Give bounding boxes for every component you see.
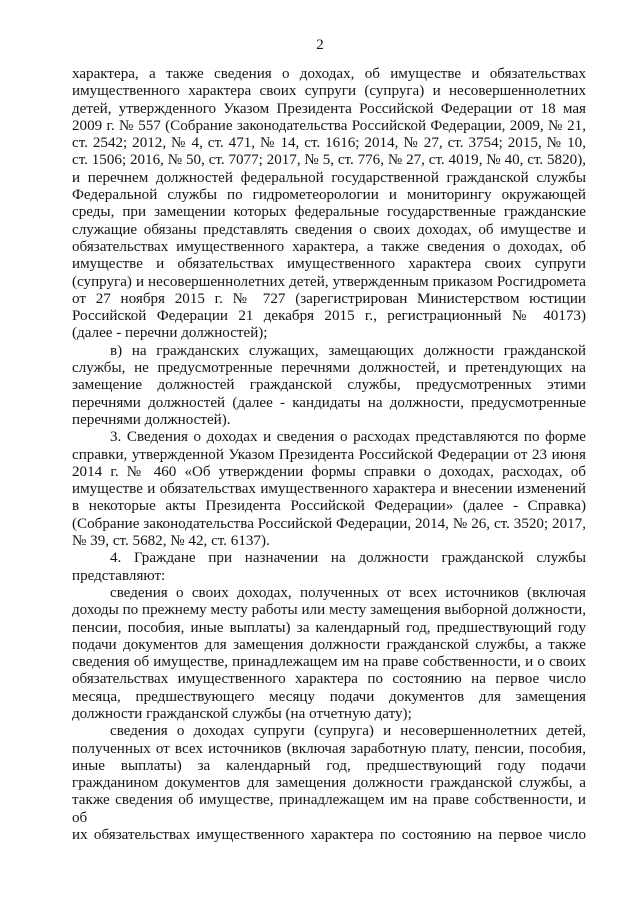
- text-line: ст. 2542; 2012, № 4, ст. 471, № 14, ст. 1616; 2014, № 27, ст. 3754; 2015, № 10,: [72, 135, 586, 152]
- text-line: пенсии, пособия, иные выплаты) за календарный год, предшествующий году: [72, 619, 586, 636]
- text-line: (далее - перечни должностей);: [72, 325, 268, 342]
- text-line: 2014 г. № 460 «Об утверждении формы справки о доходах, расходах, об: [72, 463, 586, 480]
- text-line: (Собрание законодательства Российской Федерации, 2014, № 26, ст. 3520; 2017,: [72, 515, 586, 532]
- text-line: характера, а также сведения о доходах, об имуществе и обязательствах: [72, 66, 586, 82]
- text-line: обязательствах имущественного характера по состоянию на первое число: [72, 671, 586, 688]
- text-line: перечнями должностей).: [72, 411, 231, 428]
- text-line: иные выплаты) за календарный год, предшествующий году подачи: [72, 757, 586, 774]
- text-line: полученных от всех источников (включая заработную плату, пенсии, пособия,: [72, 740, 586, 757]
- text-line: службы, не предусмотренные перечнями должностей, и претендующих на: [72, 360, 586, 377]
- text-line: Федеральной службы по гидрометеорологии и мониторингу окружающей: [72, 187, 586, 204]
- text-line: в некоторые акты Президента Российской Федерации» (далее - Справка): [72, 498, 586, 515]
- text-line: справки, утвержденной Указом Президента Российской Федерации от 23 июня: [72, 446, 586, 463]
- text-line: Российской Федерации 21 декабря 2015 г., регистрационный № 40173): [72, 308, 586, 325]
- text-line: 2009 г. № 557 (Собрание законодательства Российской Федерации, 2009, № 21,: [72, 117, 586, 134]
- text-line: должности гражданской службы (на отчетную дату);: [72, 705, 412, 722]
- text-line: имуществе и обязательствах имущественного характера и внесении изменений: [72, 481, 586, 498]
- text-line: имуществе и обязательствах имущественного характера своих супруги: [72, 256, 586, 273]
- text-line: в) на гражданских служащих, замещающих должности гражданской: [110, 342, 586, 359]
- text-line: замещение должностей гражданской службы, предусмотренных этими: [72, 377, 586, 394]
- text-line: имущественного характера своих супруги (супруга) и несовершеннолетних: [72, 83, 586, 100]
- text-line: месяца, предшествующего месяцу подачи документов для замещения: [72, 688, 586, 705]
- text-line: представляют:: [72, 567, 166, 584]
- text-line: сведения о своих доходах, полученных от всех источников (включая: [110, 584, 586, 601]
- text-line: ст. 1506; 2016, № 50, ст. 7077; 2017, № 5, ст. 776, № 27, ст. 4019, № 40, ст. 5820),: [72, 152, 586, 169]
- text-line: среды, при замещении которых федеральные государственные гражданские: [72, 204, 586, 221]
- text-line: доходы по прежнему месту работы или месту замещения выборной должности,: [72, 602, 586, 619]
- text-line: служащие обязаны представлять сведения о своих доходах, об имуществе и: [72, 221, 586, 238]
- text-line: и перечнем должностей федеральной государственной гражданской службы: [72, 169, 586, 186]
- text-line: гражданином документов для замещения должности гражданской службы, а: [72, 775, 586, 792]
- document-body: [72, 66, 586, 844]
- text-line: № 39, ст. 5682, № 42, ст. 6137).: [72, 533, 270, 550]
- text-line: перечнями должностей (далее - кандидаты на должности, предусмотренные: [72, 394, 586, 411]
- text-line: обязательствах имущественного характера, а также сведения о доходах, об: [72, 238, 586, 255]
- text-line: их обязательствах имущественного характера по состоянию на первое число: [72, 827, 586, 844]
- text-line: сведения об имуществе, принадлежащем им на праве собственности, и о своих: [72, 654, 586, 671]
- text-line: 3. Сведения о доходах и сведения о расходах представляются по форме: [110, 429, 586, 446]
- text-line: от 27 ноября 2015 г. № 727 (зарегистрирован Министерством юстиции: [72, 290, 586, 307]
- text-line: 4. Граждане при назначении на должности гражданской службы: [110, 550, 586, 567]
- page-number: 2: [316, 37, 324, 53]
- text-line: сведения о доходах супруги (супруга) и несовершеннолетних детей,: [110, 723, 586, 740]
- text-line: подачи документов для замещения должности гражданской службы, а также: [72, 636, 586, 653]
- text-line: детей, утвержденного Указом Президента Российской Федерации от 18 мая: [72, 100, 586, 117]
- text-line: также сведения об имуществе, принадлежащем им на праве собственности, и об: [72, 792, 586, 826]
- text-line: (супруга) и несовершеннолетних детей, утвержденным приказом Росгидромета: [72, 273, 586, 290]
